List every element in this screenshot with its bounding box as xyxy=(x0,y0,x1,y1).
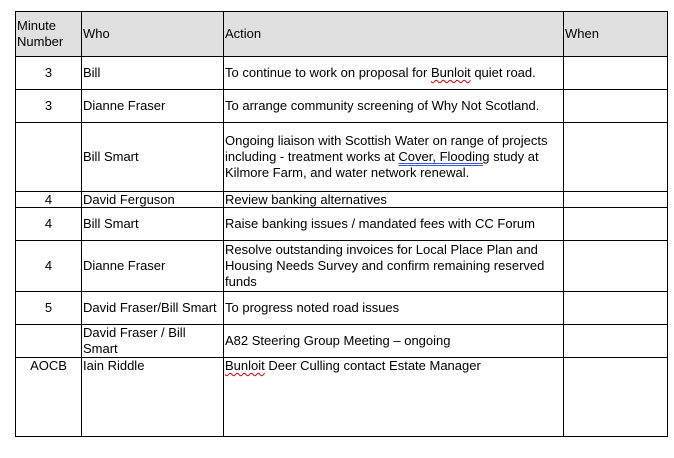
when-cell xyxy=(564,241,668,292)
when-cell xyxy=(564,358,668,437)
minute-cell: 3 xyxy=(16,57,82,90)
action-text: Ongoing liaison with Scottish Water on range of projects including - treatment works at xyxy=(225,133,548,164)
action-cell xyxy=(224,358,564,437)
action-cell xyxy=(224,57,564,90)
table-row xyxy=(16,358,668,437)
minute-cell: 4 xyxy=(16,208,82,241)
spellcheck-word: Bunloit xyxy=(225,358,265,373)
table-row xyxy=(16,208,668,241)
minute-cell: 3 xyxy=(16,90,82,123)
table-row xyxy=(16,325,668,358)
action-table xyxy=(15,11,668,437)
who-cell: Iain Riddle xyxy=(82,358,224,437)
minute-cell xyxy=(16,325,82,358)
when-cell xyxy=(564,90,668,123)
action-cell: Raise banking issues / mandated fees with CC Forum xyxy=(224,208,564,241)
action-cell: A82 Steering Group Meeting – ongoing xyxy=(224,325,564,358)
minute-cell: 4 xyxy=(16,241,82,292)
who-cell: Bill xyxy=(82,57,224,90)
header-minute-line2: Number xyxy=(17,34,64,49)
action-text: To continue to work on proposal for xyxy=(225,65,431,80)
header-action: Action xyxy=(224,12,564,57)
minute-cell xyxy=(16,123,82,192)
who-cell: Bill Smart xyxy=(82,208,224,241)
header-minute-number xyxy=(16,12,82,57)
action-cell: To progress noted road issues xyxy=(224,292,564,325)
action-cell: To arrange community screening of Why Not Scotland. xyxy=(224,90,564,123)
when-cell xyxy=(564,57,668,90)
action-cell: Resolve outstanding invoices for Local Place Plan and Housing Needs Survey and confirm remaining reserved funds xyxy=(224,241,564,292)
table-row xyxy=(16,57,668,90)
when-cell xyxy=(564,292,668,325)
who-cell: David Ferguson xyxy=(82,192,224,208)
minute-cell: 5 xyxy=(16,292,82,325)
header-who: Who xyxy=(82,12,224,57)
action-cell xyxy=(224,123,564,192)
action-text: Deer Culling contact Estate Manager xyxy=(264,358,481,373)
who-cell: David Fraser/Bill Smart xyxy=(82,292,224,325)
when-cell xyxy=(564,192,668,208)
minute-cell: AOCB xyxy=(16,358,82,437)
when-cell xyxy=(564,325,668,358)
action-text: quiet road. xyxy=(470,65,536,80)
when-cell xyxy=(564,208,668,241)
grammar-check-phrase: Cover, Flooding xyxy=(398,149,490,164)
minute-cell: 4 xyxy=(16,192,82,208)
table-row xyxy=(16,90,668,123)
header-row xyxy=(16,12,668,57)
who-cell: Dianne Fraser xyxy=(82,90,224,123)
action-cell: Review banking alternatives xyxy=(224,192,564,208)
when-cell xyxy=(564,123,668,192)
table-row xyxy=(16,292,668,325)
table-row xyxy=(16,192,668,208)
who-cell: Bill Smart xyxy=(82,123,224,192)
header-when: When xyxy=(564,12,668,57)
who-cell: Dianne Fraser xyxy=(82,241,224,292)
table-row xyxy=(16,123,668,192)
action-text: study at Kilmore Farm, and water network renewal. xyxy=(225,149,539,180)
spellcheck-word: Bunloit xyxy=(430,65,471,80)
table-row xyxy=(16,241,668,292)
who-cell: David Fraser / Bill Smart xyxy=(82,325,224,358)
header-minute-line1: Minute xyxy=(17,18,57,33)
